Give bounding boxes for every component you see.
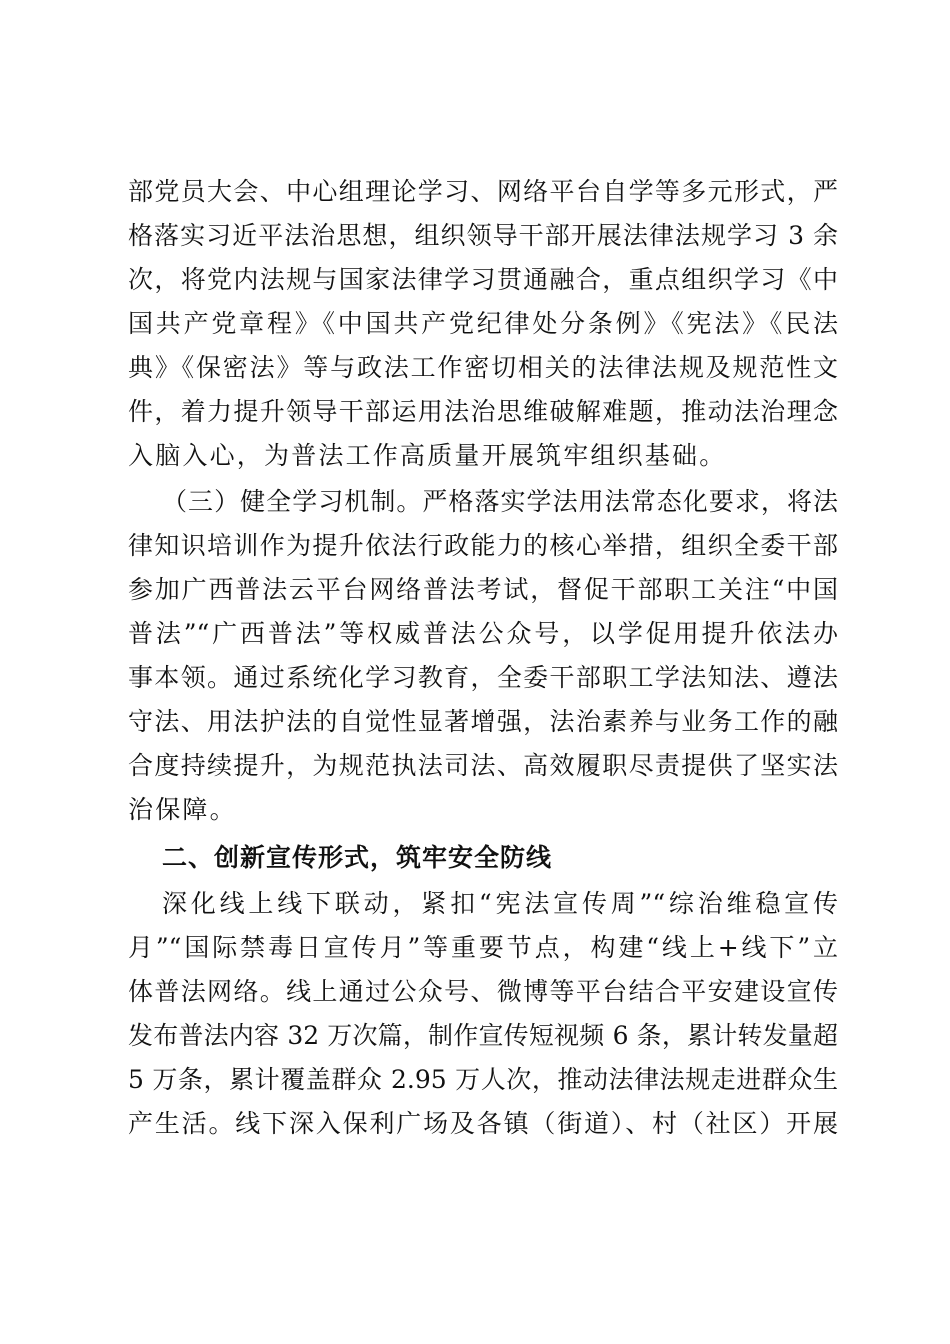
paragraph-line: 典》《保密法》等与政法工作密切相关的法律法规及规范性文 bbox=[128, 353, 838, 382]
paragraph-line: 深化线上线下联动，紧扣“宪法宣传周”“综治维稳宣传 bbox=[162, 889, 838, 918]
paragraph-line: 普法”“广西普法”等权威普法公众号，以学促用提升依法办 bbox=[128, 619, 838, 648]
paragraph-line: 产生活。线下深入保利广场及各镇（街道）、村（社区）开展 bbox=[128, 1109, 838, 1138]
paragraph-line: 合度持续提升，为规范执法司法、高效履职尽责提供了坚实法 bbox=[128, 751, 838, 780]
paragraph-line: 守法、用法护法的自觉性显著增强，法治素养与业务工作的融 bbox=[128, 707, 838, 736]
paragraph-line: 部党员大会、中心组理论学习、网络平台自学等多元形式，严 bbox=[128, 177, 838, 206]
subsection-heading-line: （三）健全学习机制。严格落实学法用法常态化要求，将法 bbox=[162, 487, 838, 516]
paragraph-line: 次，将党内法规与国家法律学习贯通融合，重点组织学习《中 bbox=[128, 265, 838, 294]
paragraph-line: 入脑入心，为普法工作高质量开展筑牢组织基础。 bbox=[128, 441, 727, 470]
paragraph-line: 参加广西普法云平台网络普法考试，督促干部职工关注“中国 bbox=[128, 575, 838, 604]
section-heading: 二、创新宣传形式，筑牢安全防线 bbox=[162, 843, 553, 872]
paragraph-line: 格落实习近平法治思想，组织领导干部开展法律法规学习 3 余 bbox=[128, 221, 838, 250]
paragraph-line: 发布普法内容 32 万次篇，制作宣传短视频 6 条，累计转发量超 bbox=[128, 1021, 838, 1050]
paragraph-line: 事本领。通过系统化学习教育，全委干部职工学法知法、遵法 bbox=[128, 663, 838, 692]
paragraph-line: 治保障。 bbox=[128, 795, 237, 824]
paragraph-line: 体普法网络。线上通过公众号、微博等平台结合平安建设宣传 bbox=[128, 977, 838, 1006]
paragraph-line: 律知识培训作为提升依法行政能力的核心举措，组织全委干部 bbox=[128, 531, 838, 560]
paragraph-line: 5 万条，累计覆盖群众 2.95 万人次，推动法律法规走进群众生 bbox=[128, 1065, 838, 1094]
paragraph-line: 件，着力提升领导干部运用法治思维破解难题，推动法治理念 bbox=[128, 397, 838, 426]
paragraph-line: 国共产党章程》《中国共产党纪律处分条例》《宪法》《民法 bbox=[128, 309, 838, 338]
paragraph-line: 月”“国际禁毒日宣传月”等重要节点，构建“线上+线下”立 bbox=[128, 933, 838, 962]
